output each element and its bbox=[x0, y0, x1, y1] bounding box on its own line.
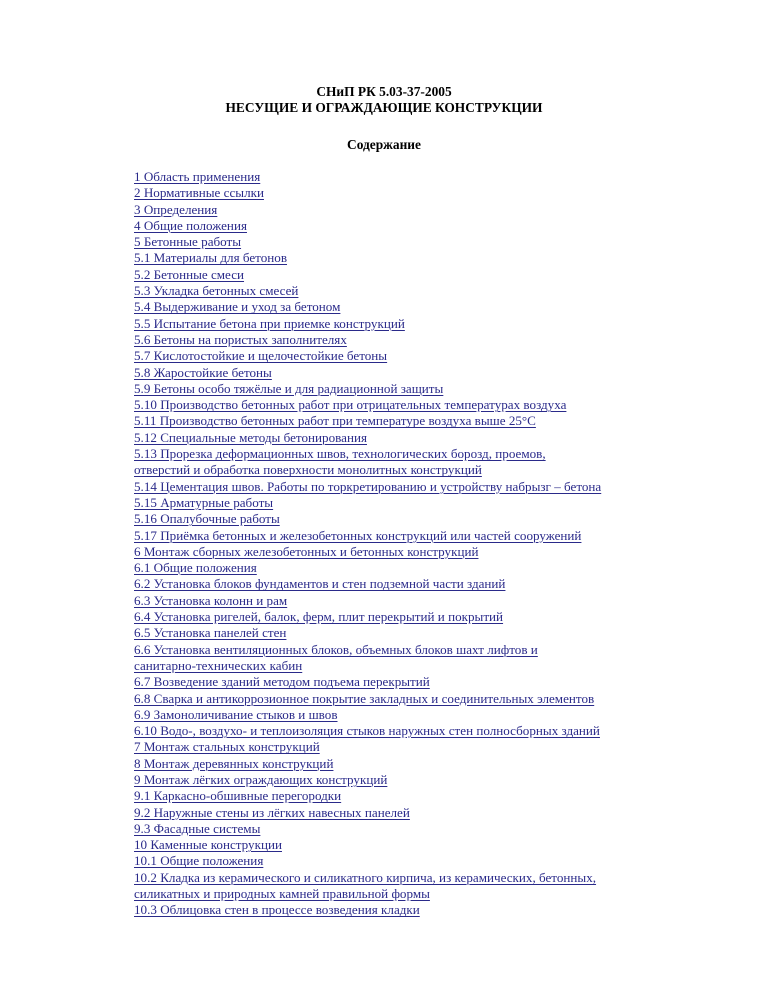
toc-item bbox=[134, 756, 694, 772]
toc-link[interactable]: 5 Бетонные работы bbox=[134, 234, 242, 250]
toc-item bbox=[134, 544, 694, 560]
toc-item bbox=[134, 853, 694, 869]
toc-item bbox=[134, 788, 694, 804]
toc-link[interactable]: 6 Монтаж сборных железобетонных и бетонных конструкций bbox=[134, 543, 479, 559]
toc-item bbox=[134, 625, 694, 641]
toc-link[interactable]: 10 Каменные конструкции bbox=[134, 837, 282, 853]
toc-item bbox=[134, 870, 694, 886]
toc-item-continuation bbox=[134, 462, 694, 478]
toc-item bbox=[134, 365, 694, 381]
toc-item-continuation bbox=[134, 658, 694, 674]
toc-item bbox=[134, 772, 694, 788]
toc-item bbox=[134, 593, 694, 609]
toc-item bbox=[134, 479, 694, 495]
toc-item bbox=[134, 495, 694, 511]
toc-item bbox=[134, 805, 694, 821]
toc-link[interactable]: 5.9 Бетоны особо тяжёлые и для радиационной защиты bbox=[134, 380, 444, 396]
toc-item bbox=[134, 283, 694, 299]
toc-link[interactable]: 5.17 Приёмка бетонных и железобетонных конструкций или частей сооружений bbox=[134, 527, 582, 543]
toc-link[interactable]: 9.1 Каркасно-обшивные перегородки bbox=[134, 788, 342, 804]
toc-link[interactable]: 5.11 Производство бетонных работ при температуре воздуха выше 25°С bbox=[134, 413, 536, 429]
toc-link[interactable]: 6.8 Сварка и антикоррозионное покрытие закладных и соединительных элементов bbox=[134, 690, 595, 706]
toc-link[interactable]: 5.6 Бетоны на пористых заполнителях bbox=[134, 331, 347, 347]
toc-item bbox=[134, 299, 694, 315]
toc-link[interactable]: 3 Определения bbox=[134, 201, 218, 217]
toc-link[interactable]: 6.2 Установка блоков фундаментов и стен подземной части зданий bbox=[134, 576, 506, 592]
toc-link[interactable]: 5.1 Материалы для бетонов bbox=[134, 250, 288, 266]
toc-item bbox=[134, 169, 694, 185]
document-title: НЕСУЩИЕ И ОГРАЖДАЮЩИЕ КОНСТРУКЦИИ bbox=[225, 100, 543, 115]
toc-item bbox=[134, 250, 694, 266]
toc-link[interactable]: 5.14 Цементация швов. Работы по торкретированию и устройству набрызг – бетона bbox=[134, 478, 602, 494]
toc-link[interactable]: 8 Монтаж деревянных конструкций bbox=[134, 755, 334, 771]
toc-link[interactable]: 5.8 Жаростойкие бетоны bbox=[134, 364, 272, 380]
toc-link[interactable]: 5.13 Прорезка деформационных швов, технологических борозд, проемов, bbox=[134, 446, 546, 462]
toc-item bbox=[134, 348, 694, 364]
toc-item bbox=[134, 446, 694, 462]
toc-item bbox=[134, 267, 694, 283]
toc-item bbox=[134, 381, 694, 397]
toc-link[interactable]: санитарно-технических кабин bbox=[134, 657, 303, 673]
toc-item bbox=[134, 707, 694, 723]
toc-item bbox=[134, 430, 694, 446]
toc-item bbox=[134, 560, 694, 576]
toc-link[interactable]: 7 Монтаж стальных конструкций bbox=[134, 739, 320, 755]
toc-link[interactable]: 10.1 Общие положения bbox=[134, 853, 264, 869]
table-of-contents bbox=[134, 169, 694, 919]
toc-link[interactable]: 5.4 Выдерживание и уход за бетоном bbox=[134, 299, 341, 315]
toc-link[interactable]: 6.7 Возведение зданий методом подъема перекрытий bbox=[134, 674, 430, 690]
toc-link[interactable]: 9.3 Фасадные системы bbox=[134, 820, 261, 836]
toc-item bbox=[134, 642, 694, 658]
toc-link[interactable]: 6.1 Общие положения bbox=[134, 560, 257, 576]
toc-link[interactable]: 5.7 Кислотостойкие и щелочестойкие бетоны bbox=[134, 348, 388, 364]
toc-item bbox=[134, 691, 694, 707]
toc-item bbox=[134, 185, 694, 201]
toc-link[interactable]: 5.5 Испытание бетона при приемке конструкций bbox=[134, 315, 405, 331]
toc-item bbox=[134, 332, 694, 348]
toc-link[interactable]: 6.4 Установка ригелей, балок, ферм, плит перекрытий и покрытий bbox=[134, 609, 504, 625]
toc-item bbox=[134, 609, 694, 625]
toc-link[interactable]: 6.9 Замоноличивание стыков и швов bbox=[134, 706, 338, 722]
toc-link[interactable]: отверстий и обработка поверхности монолитных конструкций bbox=[134, 462, 482, 478]
document-code: СНиП РК 5.03-37-2005 bbox=[316, 84, 452, 99]
toc-link[interactable]: 9.2 Наружные стены из лёгких навесных панелей bbox=[134, 804, 410, 820]
toc-link[interactable]: 5.10 Производство бетонных работ при отрицательных температурах воздуха bbox=[134, 397, 567, 413]
toc-link[interactable]: 9 Монтаж лёгких ограждающих конструкций bbox=[134, 771, 388, 787]
toc-item bbox=[134, 234, 694, 250]
toc-item bbox=[134, 576, 694, 592]
toc-link[interactable]: силикатных и природных камней правильной формы bbox=[134, 886, 430, 902]
toc-item bbox=[134, 413, 694, 429]
toc-link[interactable]: 10.3 Облицовка стен в процессе возведения кладки bbox=[134, 902, 420, 918]
toc-item bbox=[134, 739, 694, 755]
toc-link[interactable]: 5.16 Опалубочные работы bbox=[134, 511, 280, 527]
toc-link[interactable]: 6.6 Установка вентиляционных блоков, объемных блоков шахт лифтов и bbox=[134, 641, 538, 657]
toc-item-continuation bbox=[134, 886, 694, 902]
toc-link[interactable]: 6.10 Водо-, воздухо- и теплоизоляция стыков наружных стен полносборных зданий bbox=[134, 723, 600, 739]
toc-link[interactable]: 5.12 Специальные методы бетонирования bbox=[134, 429, 367, 445]
toc-item bbox=[134, 723, 694, 739]
toc-item bbox=[134, 821, 694, 837]
toc-item bbox=[134, 202, 694, 218]
contents-heading: Содержание bbox=[347, 137, 421, 152]
toc-link[interactable]: 10.2 Кладка из керамического и силикатного кирпича, из керамических, бетонных, bbox=[134, 869, 597, 885]
toc-link[interactable]: 6.5 Установка панелей стен bbox=[134, 625, 287, 641]
toc-item bbox=[134, 397, 694, 413]
toc-link[interactable]: 1 Область применения bbox=[134, 169, 261, 184]
toc-link[interactable]: 4 Общие положения bbox=[134, 217, 247, 233]
toc-link[interactable]: 2 Нормативные ссылки bbox=[134, 185, 264, 201]
toc-link[interactable]: 5.2 Бетонные смеси bbox=[134, 266, 245, 282]
toc-link[interactable]: 6.3 Установка колонн и рам bbox=[134, 592, 288, 608]
toc-item bbox=[134, 511, 694, 527]
toc-item bbox=[134, 837, 694, 853]
toc-item bbox=[134, 902, 694, 918]
toc-item bbox=[134, 218, 694, 234]
toc-link[interactable]: 5.15 Арматурные работы bbox=[134, 494, 274, 510]
toc-item bbox=[134, 528, 694, 544]
toc-item bbox=[134, 674, 694, 690]
toc-link[interactable]: 5.3 Укладка бетонных смесей bbox=[134, 283, 299, 299]
toc-item bbox=[134, 316, 694, 332]
